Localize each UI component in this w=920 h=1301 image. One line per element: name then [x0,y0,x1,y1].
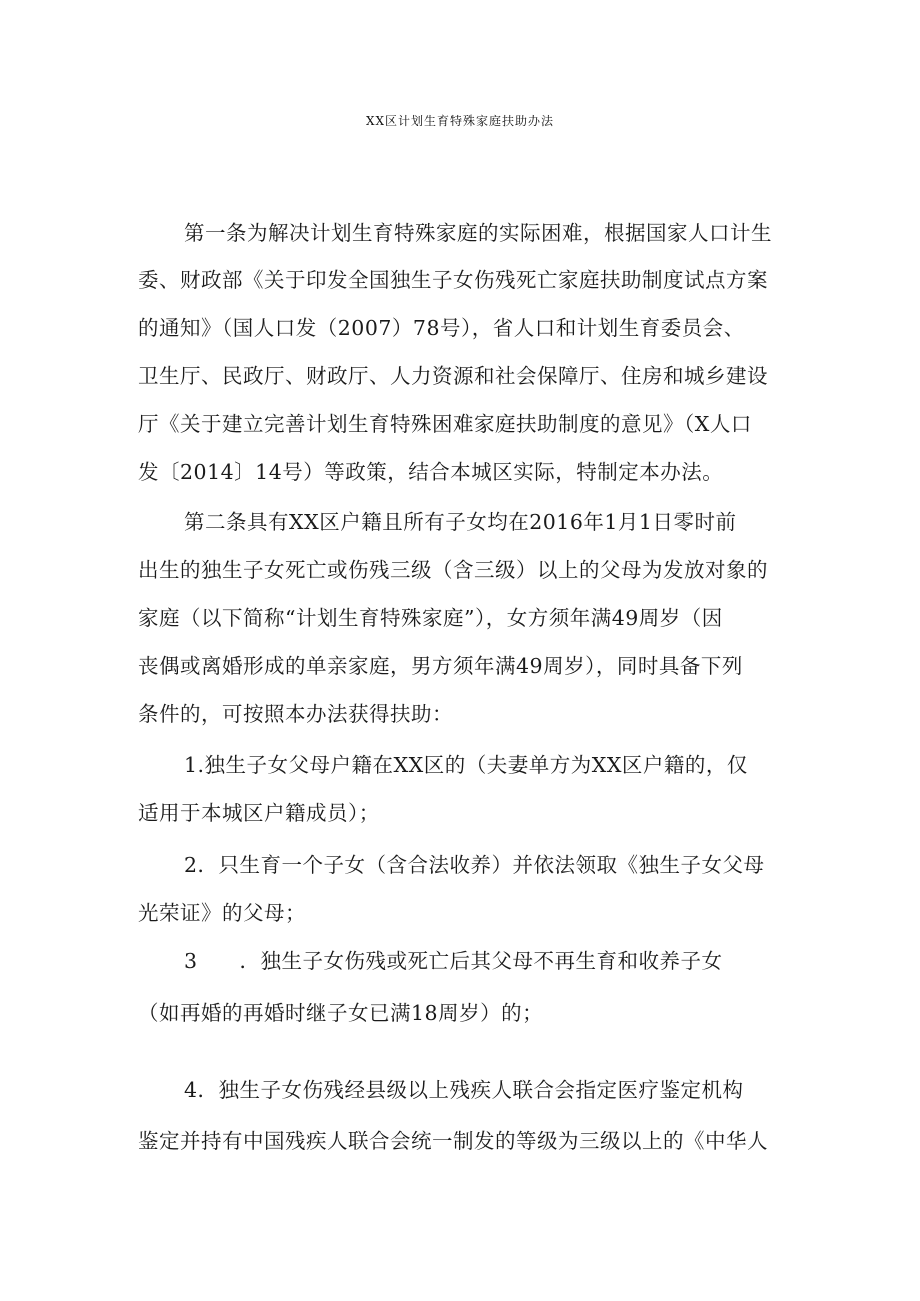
article-1-line-5: 厅《关于建立完善计划生育特殊困难家庭扶助制度的意见》（X人口 [138,412,752,436]
article-1-line-2: 委、财政部《关于印发全国独生子女伤残死亡家庭扶助制度试点方案 [138,268,768,292]
condition-2-line-2: 光荣证》的父母； [138,901,306,925]
condition-3-line-2: （如再婚的再婚时继子女已满18周岁）的； [138,1001,544,1025]
condition-3-line-1: 3 ．独生子女伤残或死亡后其父母不再生育和收养子女 [184,949,723,973]
article-2-line-4: 丧偶或离婚形成的单亲家庭，男方须年满49周岁），同时具备下列 [138,654,743,678]
condition-4-line-1: 4．独生子女伤残经县级以上残疾人联合会指定医疗鉴定机构 [184,1078,744,1102]
condition-1-line-2: 适用于本城区户籍成员）； [138,801,380,825]
condition-2-line-1: 2．只生育一个子女（含合法收养）并依法领取《独生子女父母 [184,853,765,877]
article-2-line-5: 条件的，可按照本办法获得扶助： [138,702,453,726]
article-1-line-4: 卫生厅、民政厅、财政厅、人力资源和社会保障厅、住房和城乡建设 [138,364,768,388]
article-2-line-2: 出生的独生子女死亡或伤残三级（含三级）以上的父母为发放对象的 [138,558,768,582]
condition-4-line-2: 鉴定并持有中国残疾人联合会统一制发的等级为三级以上的《中华人 [138,1129,768,1153]
document-title: XX区计划生育特殊家庭扶助办法 [365,114,555,128]
article-1-line-3: 的通知》（国人口发（2007）78号），省人口和计划生育委员会、 [138,316,745,340]
article-2-line-3: 家庭（以下简称“计划生育特殊家庭”），女方须年满49周岁（因 [138,606,723,630]
article-2-line-1: 第二条具有XX区户籍且所有子女均在2016年1月1日零时前 [184,510,737,534]
article-1-line-6: 发〔2014〕14号）等政策，结合本城区实际，特制定本办法。 [138,460,724,484]
article-1-line-1: 第一条为解决计划生育特殊家庭的实际困难，根据国家人口计生 [184,221,772,245]
condition-1-line-1: 1.独生子女父母户籍在XX区的（夫妻单方为XX区户籍的，仅 [184,753,748,777]
